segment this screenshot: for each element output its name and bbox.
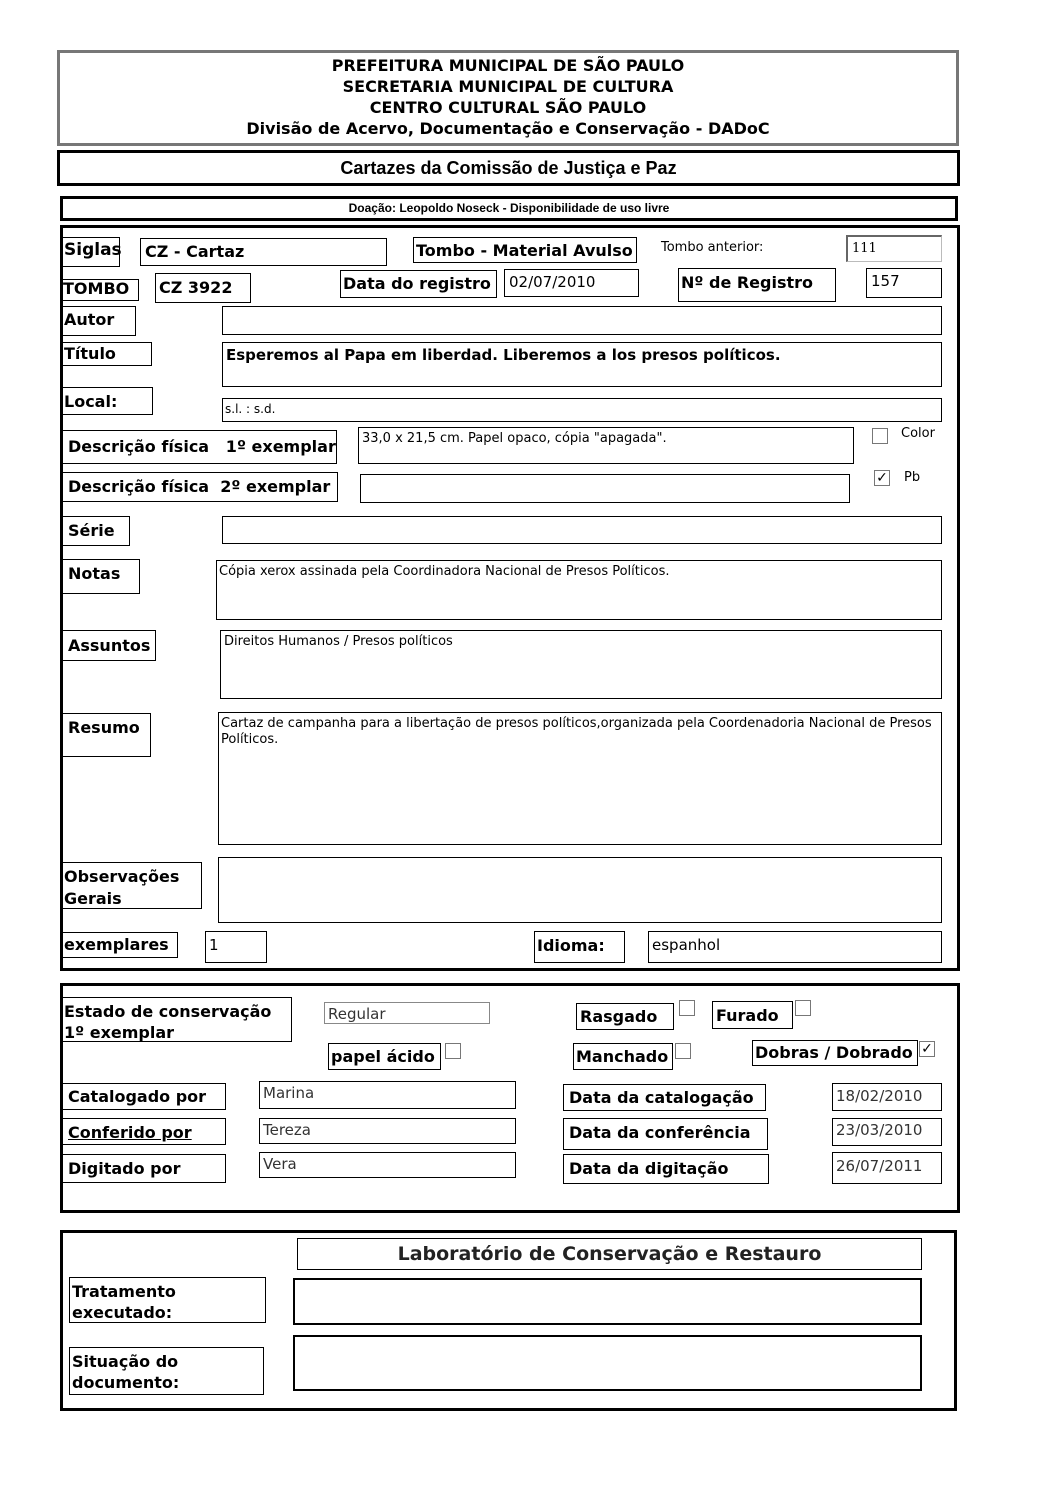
situacao-field[interactable]: [293, 1335, 922, 1391]
furado-label: Furado: [712, 1001, 793, 1029]
tombo-material-label: Tombo - Material Avulso: [413, 237, 637, 263]
header-line-2: SECRETARIA MUNICIPAL DE CULTURA: [342, 77, 674, 96]
data-conferencia-label: Data da conferência: [563, 1118, 768, 1150]
desc-fisica-2-label: Descrição física 2º exemplar: [62, 472, 338, 502]
situacao-label-line-1: Situação do: [72, 1352, 179, 1371]
autor-field[interactable]: [222, 306, 942, 335]
furado-checkbox[interactable]: [795, 1000, 811, 1016]
data-registro-label: Data do registro: [340, 270, 497, 298]
titulo-label: Título: [61, 342, 152, 366]
data-conferencia-field[interactable]: 23/03/2010: [832, 1118, 942, 1146]
notas-label: Notas: [62, 559, 140, 594]
estado-label-line-1: Estado de conservação: [64, 1002, 272, 1021]
color-checkbox[interactable]: [872, 428, 888, 444]
tombo-field[interactable]: CZ 3922: [155, 273, 251, 303]
desc-fisica-1-label: Descrição física 1º exemplar: [62, 430, 337, 464]
rasgado-checkbox[interactable]: [679, 1000, 695, 1016]
data-catalogacao-label: Data da catalogação: [563, 1084, 766, 1111]
tratamento-label-line-2: executado:: [72, 1303, 173, 1322]
header-line-3: CENTRO CULTURAL SÃO PAULO: [369, 98, 647, 117]
siglas-field[interactable]: CZ - Cartaz: [140, 238, 387, 266]
desc-fisica-2-field[interactable]: [360, 474, 850, 503]
exemplares-field[interactable]: 1: [205, 931, 267, 963]
idioma-field[interactable]: espanhol: [648, 931, 942, 963]
institution-header: [57, 50, 959, 146]
titulo-field[interactable]: Esperemos al Papa em liberdad. Liberemos a los presos políticos.: [222, 342, 942, 387]
pb-checkbox[interactable]: ✓: [874, 470, 890, 486]
manchado-label: Manchado: [573, 1043, 673, 1070]
idioma-label: Idioma:: [534, 931, 625, 963]
situacao-label-line-2: documento:: [72, 1373, 180, 1392]
observacoes-label-line-1: Observações: [64, 867, 180, 886]
header-line-1: PREFEITURA MUNICIPAL DE SÃO PAULO: [331, 56, 685, 75]
papel-acido-checkbox[interactable]: [445, 1043, 461, 1059]
estado-conservacao-label: [61, 997, 292, 1042]
conferido-field[interactable]: Tereza: [259, 1118, 516, 1144]
data-digitacao-label: Data da digitação: [563, 1154, 769, 1184]
data-catalogacao-field[interactable]: 18/02/2010: [832, 1083, 942, 1111]
collection-title: Cartazes da Comissão de Justiça e Paz: [57, 150, 960, 186]
digitado-label: Digitado por: [62, 1154, 226, 1183]
tombo-anterior-label: Tombo anterior:: [661, 240, 764, 255]
n-registro-label: Nº de Registro: [678, 268, 836, 302]
dobras-label: Dobras / Dobrado: [752, 1040, 918, 1066]
tombo-anterior-field[interactable]: 111: [846, 235, 942, 262]
assuntos-field[interactable]: Direitos Humanos / Presos políticos: [220, 630, 942, 699]
serie-field[interactable]: [222, 516, 942, 544]
header-line-4: Divisão de Acervo, Documentação e Conservação - DADoC: [246, 119, 770, 138]
observacoes-label-line-2: Gerais: [64, 889, 122, 908]
data-digitacao-field[interactable]: 26/07/2011: [832, 1152, 942, 1184]
resumo-field[interactable]: Cartaz de campanha para a libertação de presos políticos,organizada pela Coordenadoria Nacional de Presos Políticos.: [218, 712, 942, 845]
exemplares-label: exemplares: [61, 932, 178, 958]
observacoes-label: [61, 862, 202, 909]
notas-field[interactable]: Cópia xerox assinada pela Coordinadora Nacional de Presos Políticos.: [216, 560, 942, 620]
situacao-label: [69, 1347, 264, 1395]
catalogado-label: Catalogado por: [62, 1083, 226, 1110]
tratamento-label: [69, 1277, 266, 1323]
autor-label: Autor: [61, 306, 136, 336]
catalogado-field[interactable]: Marina: [259, 1081, 516, 1109]
resumo-label: Resumo: [62, 713, 151, 757]
tratamento-label-line-1: Tratamento: [72, 1282, 176, 1301]
data-registro-field[interactable]: 02/07/2010: [504, 269, 639, 297]
tombo-label: TOMBO: [61, 279, 139, 301]
color-label: Color: [901, 426, 935, 441]
local-field[interactable]: s.l. : s.d.: [222, 398, 942, 422]
serie-label: Série: [62, 516, 130, 546]
n-registro-field[interactable]: 157: [866, 268, 942, 298]
conferido-label: Conferido por: [62, 1118, 226, 1145]
desc-fisica-1-field[interactable]: 33,0 x 21,5 cm. Papel opaco, cópia "apagada".: [358, 427, 854, 464]
dobras-checkbox[interactable]: ✓: [919, 1041, 935, 1057]
rasgado-label: Rasgado: [576, 1003, 674, 1030]
estado-conservacao-field[interactable]: Regular: [324, 1002, 490, 1024]
observacoes-field[interactable]: [218, 857, 942, 923]
manchado-checkbox[interactable]: [675, 1043, 691, 1059]
siglas-label: Siglas: [61, 237, 120, 267]
lab-title: Laboratório de Conservação e Restauro: [297, 1238, 922, 1270]
papel-acido-label: papel ácido: [328, 1043, 441, 1070]
tratamento-field[interactable]: [293, 1278, 922, 1325]
estado-label-line-2: 1º exemplar: [64, 1023, 175, 1042]
assuntos-label: Assuntos: [62, 630, 156, 661]
donation-banner: Doação: Leopoldo Noseck - Disponibilidade de uso livre: [60, 196, 958, 221]
digitado-field[interactable]: Vera: [259, 1152, 516, 1178]
local-label: Local:: [61, 387, 153, 415]
pb-label: Pb: [904, 470, 921, 485]
